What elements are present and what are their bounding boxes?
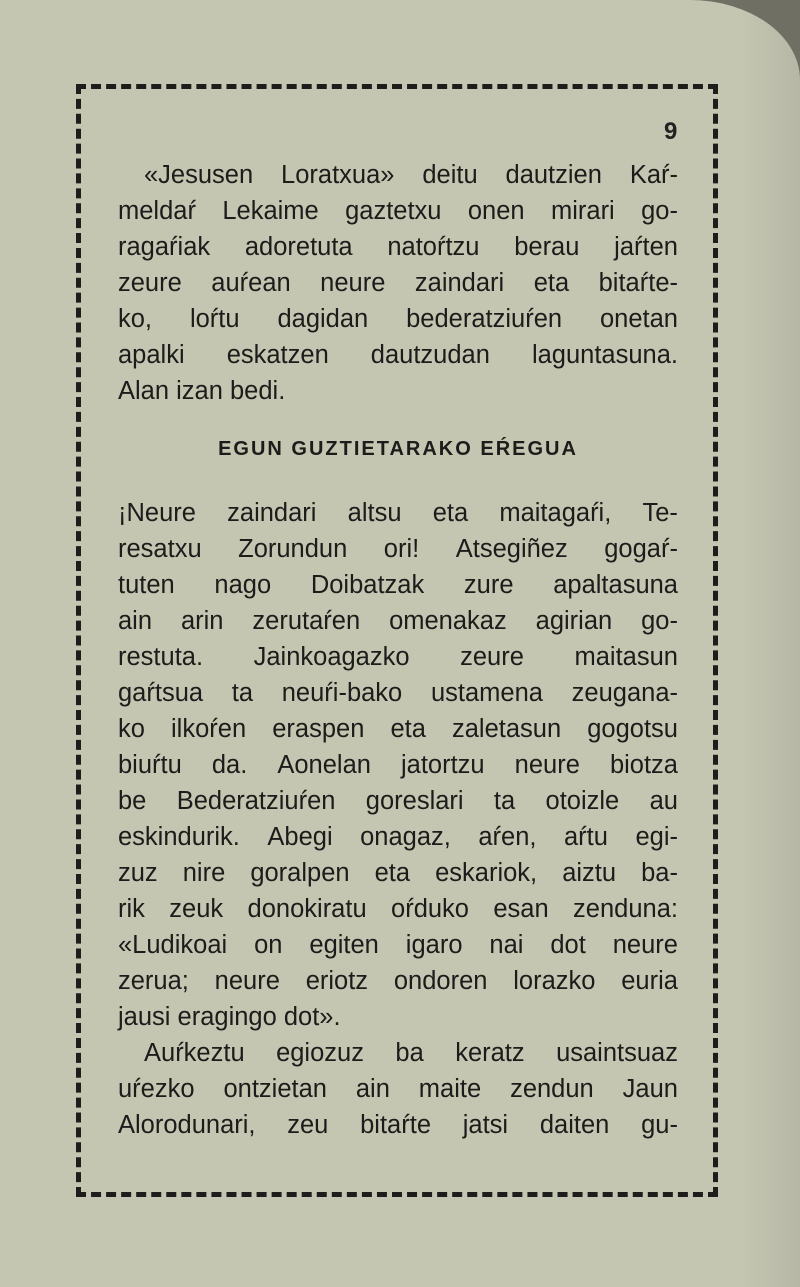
paragraph-intro <box>118 157 678 409</box>
text-line: Alorodunari, zeu bitaŕte jatsi daiten gu- <box>118 1111 678 1139</box>
text-line: Auŕkeztu egiozuz ba keratz usaintsuaz <box>144 1039 678 1067</box>
text-line: eskindurik. Abegi onagaz, aŕen, aŕtu egi- <box>118 823 678 851</box>
text-line: ¡Neure zaindari altsu eta maitagaŕi, Te- <box>118 499 678 527</box>
text-line: ain arin zerutaŕen omenakaz agirian go- <box>118 607 678 635</box>
text-line: zerua; neure eriotz ondoren lorazko euria <box>118 967 678 995</box>
text-line: rik zeuk donokiratu oŕduko esan zenduna: <box>118 895 678 923</box>
text-line: «Jesusen Loratxua» deitu dautzien Kaŕ- <box>144 161 678 189</box>
section-heading: EGUN GUZTIETARAKO EŔEGUA <box>218 438 578 460</box>
text-line: restuta. Jainkoagazko zeure maitasun <box>118 643 678 671</box>
text-line: jausi eragingo dot». <box>118 1003 341 1031</box>
text-line: resatxu Zorundun ori! Atsegiñez gogaŕ- <box>118 535 678 563</box>
text-line: «Ludikoai on egiten igaro nai dot neure <box>118 931 678 959</box>
text-line: biuŕtu da. Aonelan jatortzu neure biotza <box>118 751 678 779</box>
text-line: Alan izan bedi. <box>118 377 286 405</box>
page-number: 9 <box>664 118 678 145</box>
paragraph-prayer <box>118 495 678 1143</box>
text-line: apalki eskatzen dautzudan laguntasuna. <box>118 341 678 369</box>
text-line: ko ilkoŕen eraspen eta zaletasun gogotsu <box>118 715 678 743</box>
text-line: uŕezko ontzietan ain maite zendun Jaun <box>118 1075 678 1103</box>
text-line: zuz nire goralpen eta eskariok, aiztu ba- <box>118 859 678 887</box>
text-line: ko, loŕtu dagidan bederatziuŕen onetan <box>118 305 678 333</box>
text-line: zeure auŕean neure zaindari eta bitaŕte- <box>118 269 678 297</box>
text-line: ragaŕiak adoretuta natoŕtzu berau jaŕten <box>118 233 678 261</box>
text-line: tuten nago Doibatzak zure apaltasuna <box>118 571 678 599</box>
text-line: be Bederatziuŕen goreslari ta otoizle au <box>118 787 678 815</box>
text-line: meldaŕ Lekaime gaztetxu onen mirari go- <box>118 197 678 225</box>
text-line: gaŕtsua ta neuŕi-bako ustamena zeugana- <box>118 679 678 707</box>
